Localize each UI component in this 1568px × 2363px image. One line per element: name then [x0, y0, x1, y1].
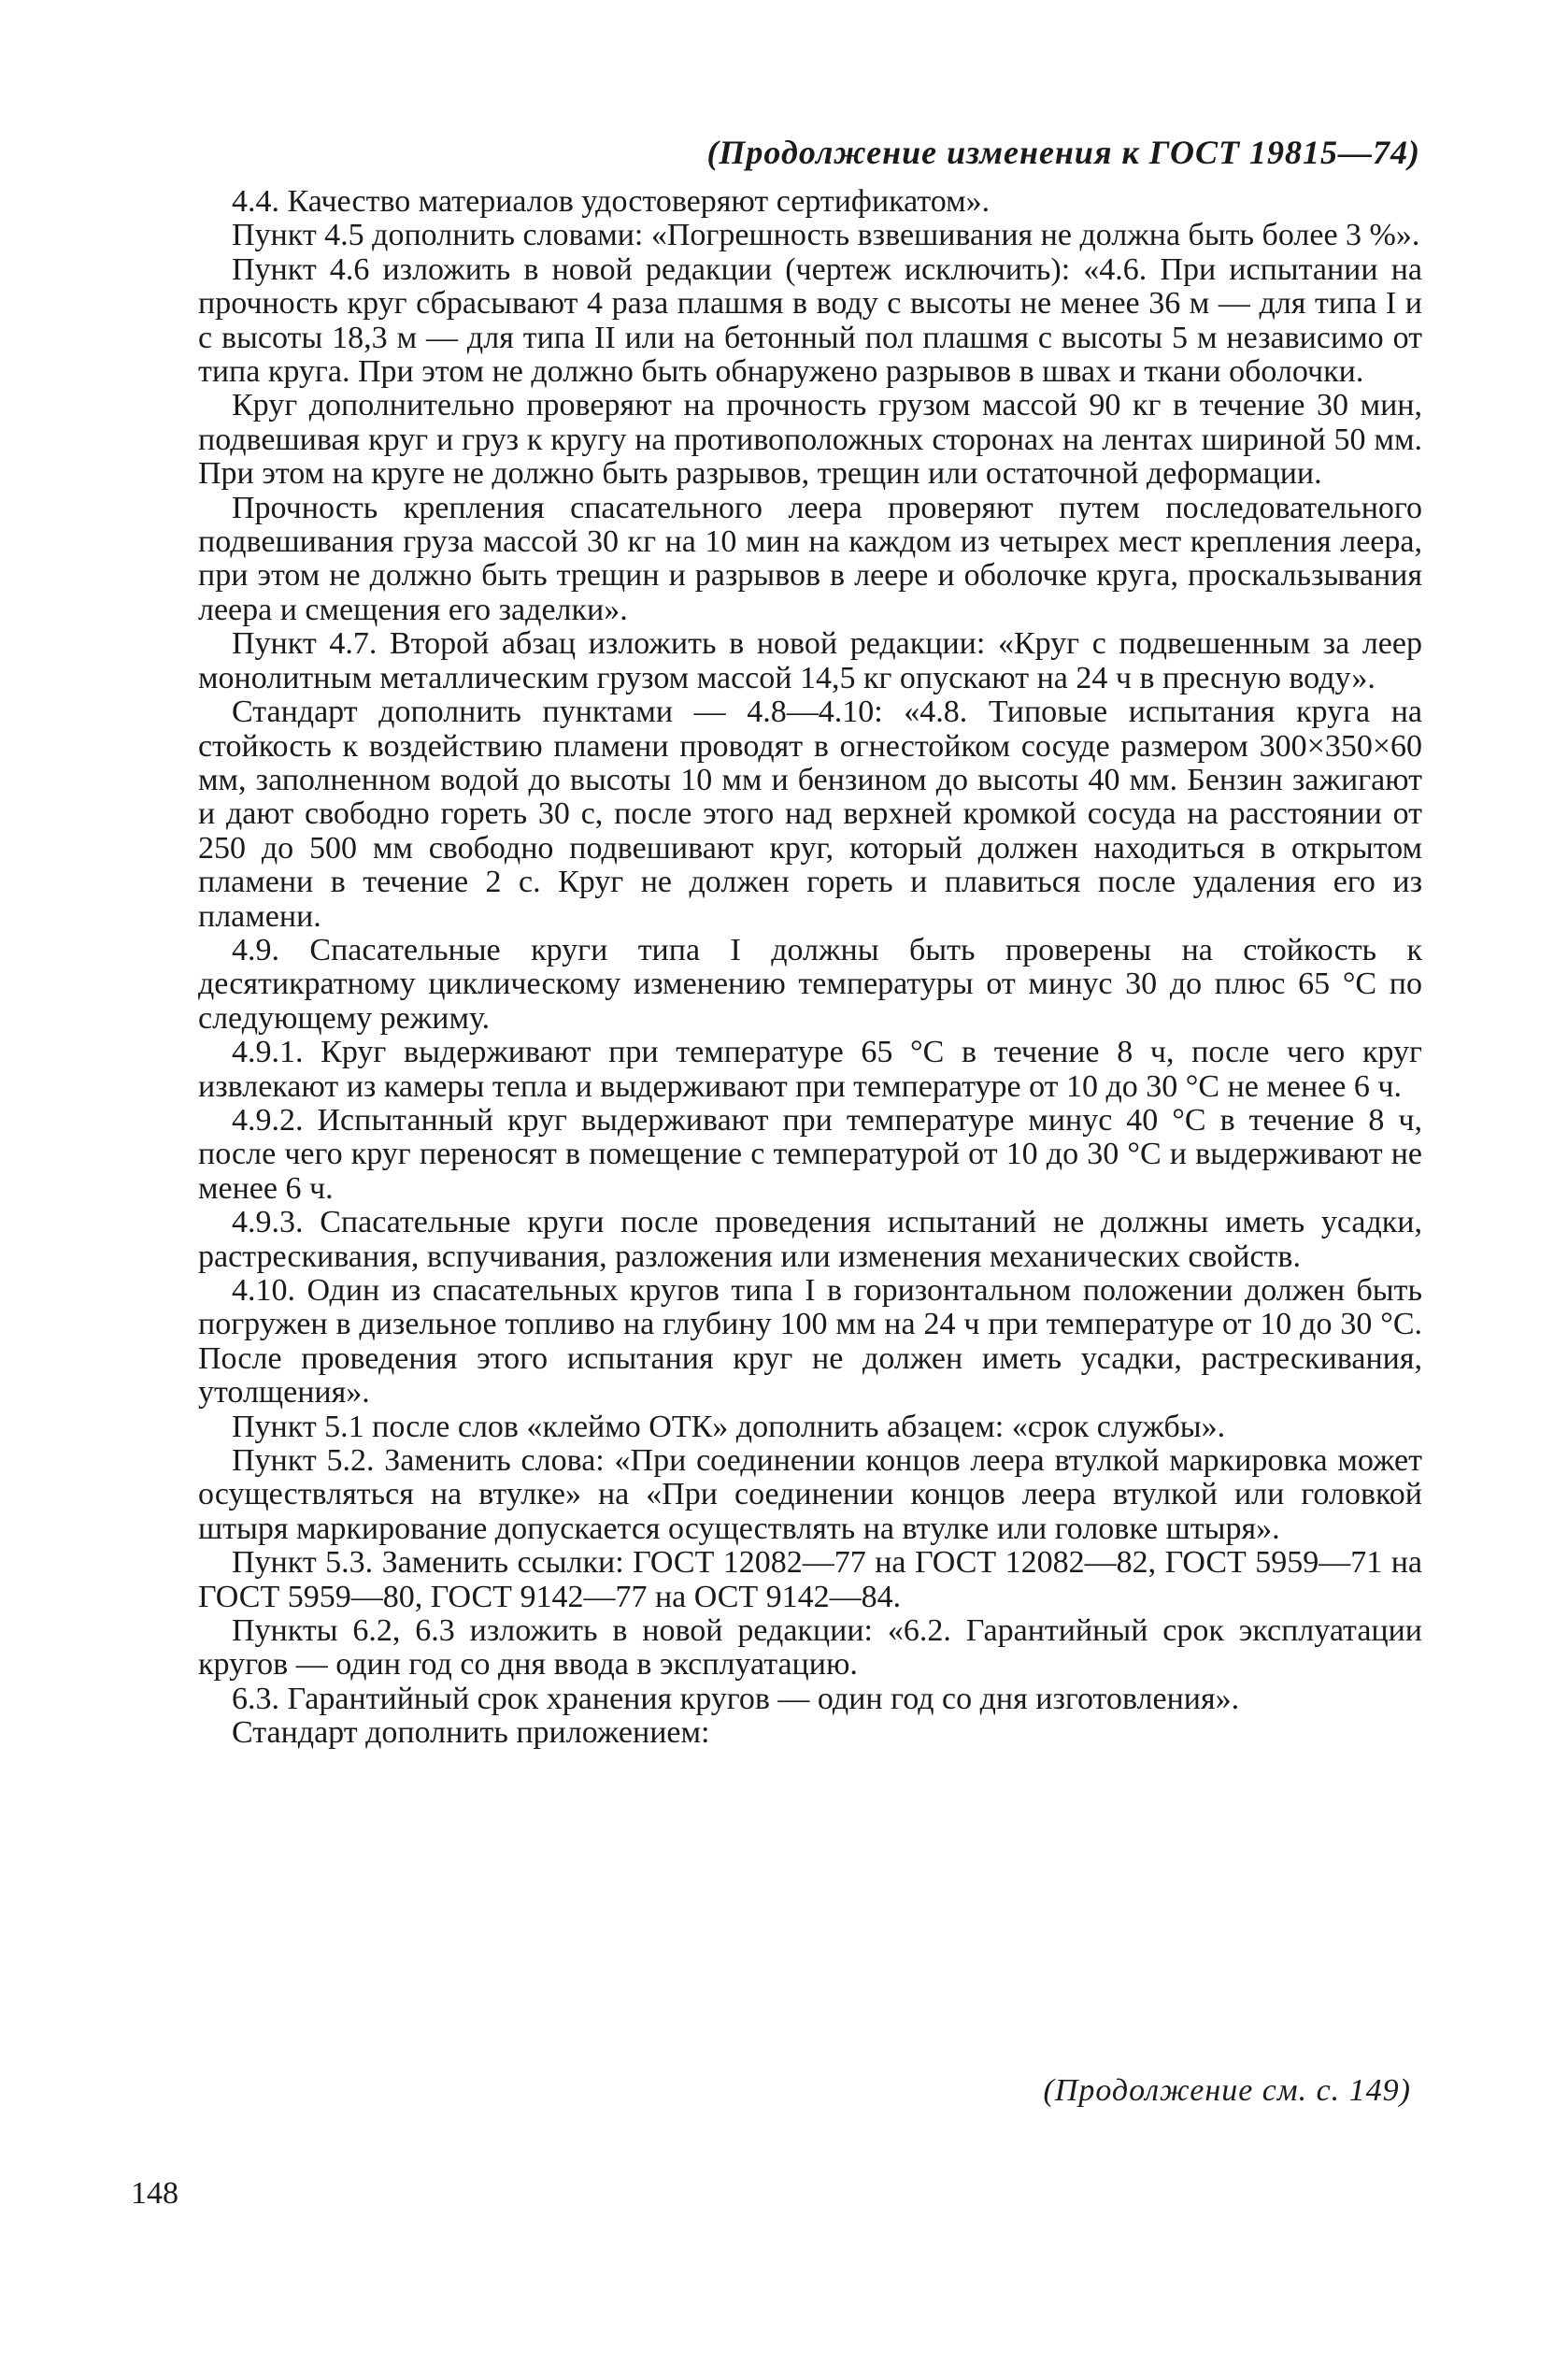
- paragraph: 4.9.1. Круг выдерживают при температуре 65 °С в течение 8 ч, после чего круг извлекают из камеры тепла и выдерживают при температуре от 10 до 30 °С не менее 6 ч.: [198, 1035, 1422, 1104]
- paragraph: Пункт 4.5 дополнить словами: «Погрешность взвешивания не должна быть более 3 %».: [232, 218, 1420, 253]
- paragraph: Пункт 4.6 изложить в новой редакции (чертеж исключить): «4.6. При испытании на прочность круг сбрасывают 4 раза плашмя в воду с высоты не менее 36 м — для типа I и с высоты 18,3 м — для типа II или на бетонный пол плашмя с высоты 5 м независимо от типа круга. При этом не должно быть обнаружено разрывов в швах и ткани оболочки.: [198, 251, 1422, 390]
- paragraph: Круг дополнительно проверяют на прочность грузом массой 90 кг в течение 30 мин, подвешивая круг и груз к кругу на противоположных сторонах на лентах шириной 50 мм. При этом на круге не должно быть разрывов, трещин или остаточной деформации.: [198, 388, 1422, 492]
- paragraph: Пункты 6.2, 6.3 изложить в новой редакции: «6.2. Гарантийный срок эксплуатации кругов — один год со дня ввода в эксплуатацию.: [198, 1613, 1422, 1683]
- paragraph: Пункт 5.1 после слов «клеймо ОТК» дополнить абзацем: «срок службы».: [232, 1409, 1226, 1444]
- paragraph: 4.9.2. Испытанный круг выдерживают при температуре минус 40 °С в течение 8 ч, после чего круг переносят в помещение с температурой от 10 до 30 °С и выдерживают не менее 6 ч.: [198, 1102, 1422, 1206]
- running-header: (Продолжение изменения к ГОСТ 19815—74): [706, 134, 1420, 171]
- page-number: 148: [131, 2176, 178, 2211]
- continuation-note: (Продолжение см. с. 149): [1043, 2073, 1411, 2108]
- paragraph: Прочность крепления спасательного леера проверяют путем последовательного подвешивания груза массой 30 кг на 10 мин на каждом из четырех мест крепления леера, при этом не должно быть трещин и разрывов в леере и оболочке круга, проскальзывания леера и смещения его заделки».: [198, 490, 1422, 627]
- paragraph: 4.4. Качество материалов удостоверяют сертификатом».: [232, 184, 991, 219]
- paragraph: 6.3. Гарантийный срок хранения кругов — один год со дня изготовления».: [232, 1681, 1240, 1716]
- paragraph: 4.9. Спасательные круги типа I должны быть проверены на стойкость к десятикратному циклическому изменению температуры от минус 30 до плюс 65 °С по следующему режиму.: [198, 932, 1422, 1036]
- paragraph: 4.10. Один из спасательных кругов типа I в горизонтальном положении должен быть погружен в дизельное топливо на глубину 100 мм на 24 ч при температуре от 10 до 30 °С. После проведения этого испытания круг не должен иметь усадки, растрескивания, утолщения».: [198, 1273, 1422, 1411]
- paragraph: Пункт 5.3. Заменить ссылки: ГОСТ 12082—77 на ГОСТ 12082—82, ГОСТ 5959—71 на ГОСТ 5959—80, ГОСТ 9142—77 на ОСТ 9142—84.: [198, 1545, 1422, 1614]
- paragraph: Стандарт дополнить приложением:: [232, 1715, 710, 1751]
- paragraph: 4.9.3. Спасательные круги после проведения испытаний не должны иметь усадки, растрескивания, вспучивания, разложения или изменения механических свойств.: [198, 1205, 1422, 1274]
- paragraph: Пункт 5.2. Заменить слова: «При соединении концов леера втулкой маркировка может осуществляться на втулке» на «При соединении концов леера втулкой или головкой штыря маркирование допускается осуществлять на втулке или головке штыря».: [198, 1443, 1422, 1546]
- paragraph: Пункт 4.7. Второй абзац изложить в новой редакции: «Круг с подвешенным за леер монолитным металлическим грузом массой 14,5 кг опускают на 24 ч в пресную воду».: [198, 626, 1422, 695]
- paragraph: Стандарт дополнить пунктами — 4.8—4.10: «4.8. Типовые испытания круга на стойкость к воздействию пламени проводят в огнестойком сосуде размером 300×350×60 мм, заполненном водой до высоты 10 мм и бензином до высоты 40 мм. Бензин зажигают и дают свободно гореть 30 с, после этого над верхней кромкой сосуда на расстоянии от 250 до 500 мм свободно подвешивают круг, который должен находиться в открытом пламени в течение 2 с. Круг не должен гореть и плавиться после удаления его из пламени.: [198, 695, 1422, 934]
- body-text: [198, 185, 1422, 1751]
